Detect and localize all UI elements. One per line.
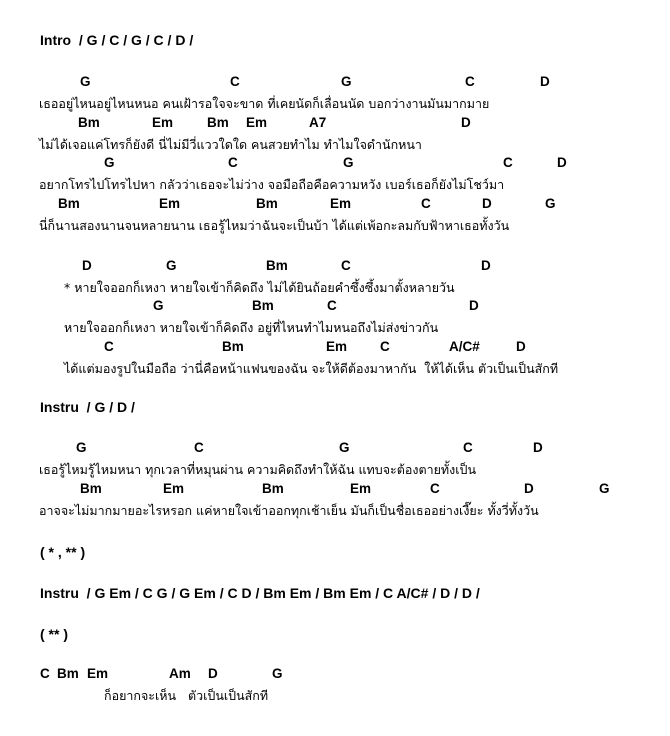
chord-row [0,115,670,133]
chord: D [469,298,479,313]
chord: D [208,666,218,681]
chord-row [0,298,670,316]
chord: C [463,440,473,455]
chord: D [82,258,92,273]
lyric-line: ได้แต่มองรูปในมือถือ ว่านี่คือหน้าแฟนของฉัน จะให้ดีต้องมาหากัน ให้ได้เห็น ตัวเป็นเป็นสักที [64,361,559,376]
chord: G [341,74,352,89]
chord: Am [169,666,191,681]
chord: D [481,258,491,273]
lyric-line: เธออยู่ไหนอยู่ไหนหนอ คนเฝ้ารอใจจะขาด ที่เคยนัดก็เลื่อนนัด บอกว่างานมันมากมาย [39,96,490,111]
chord: Em [152,115,174,130]
chord: C [104,339,114,354]
chord-row [0,196,670,214]
instru-line: Instru / G / D / [40,399,135,415]
chord: G [343,155,354,170]
chord: D [516,339,526,354]
chord: C [380,339,390,354]
chord: C [40,666,50,681]
repeat-marker: ( ** ) [40,626,68,642]
chord: D [533,440,543,455]
chord: Bm [266,258,288,273]
chord: G [599,481,610,496]
chord-row [0,339,670,357]
chord: Bm [78,115,100,130]
chord: G [545,196,556,211]
chord: C [228,155,238,170]
chord-row [0,481,670,499]
lyric-line: อาจจะไม่มากมายอะไรหรอก แค่หายใจเข้าออกทุกเช้าเย็น มันก็เป็นชื่อเธออย่างเงี๊ยะ ทั้งวี่ทั้งวัน [39,503,539,518]
chord: G [272,666,283,681]
chord: G [80,74,91,89]
chord-row [0,258,670,276]
chord: Em [159,196,181,211]
chord: D [461,115,471,130]
chord: Bm [222,339,244,354]
chord: Bm [58,196,80,211]
lyric-line: ไม่ได้เจอแค่โทรก็ยังดี นี่ไม่มีวี่แววใดใด คนสวยทำไม ทำไมใจดำนักหนา [39,137,422,152]
chord: D [482,196,492,211]
lyric-line: เธอรู้ไหมรู้ไหมหนา ทุกเวลาที่หมุนผ่าน ความคิดถึงทำให้ฉัน แทบจะต้องตายทั้งเป็น [39,462,477,477]
chord: C [194,440,204,455]
lyric-line: อยากโทรไปโทรไปหา กลัวว่าเธอจะไม่ว่าง จอมือถือคือความหวัง เบอร์เธอก็ยังไม่โชว์มา [39,177,505,192]
chord: Bm [252,298,274,313]
instru-line: Instru / G Em / C G / G Em / C D / Bm Em / Bm Em / C A/C# / D / D / [40,585,480,601]
chord: G [166,258,177,273]
chord: C [465,74,475,89]
chord-row [0,74,670,92]
chord: Bm [80,481,102,496]
chord: D [540,74,550,89]
chord: Em [350,481,372,496]
chord: C [327,298,337,313]
chord: G [76,440,87,455]
chord: C [341,258,351,273]
chord: G [153,298,164,313]
chord: Bm [262,481,284,496]
chord: Em [330,196,352,211]
repeat-marker: ( * , ** ) [40,544,86,560]
chord-row [0,440,670,458]
chord: C [230,74,240,89]
chord: Em [326,339,348,354]
chord: D [524,481,534,496]
chord: C [421,196,431,211]
chord: A7 [309,115,327,130]
chord: A/C# [449,339,480,354]
lyric-line: ก็อยากจะเห็น ตัวเป็นเป็นสักที [104,688,269,703]
lyric-line: นี่ก็นานสองนานจนหลายนาน เธอรู้ไหมว่าฉันจะเป็นบ้า ได้แต่เพ้อกะลมกับฟ้าหาเธอทั้งวัน [39,218,510,233]
chord: D [557,155,567,170]
chord-row [0,155,670,173]
chord: Bm [256,196,278,211]
chord: Em [87,666,109,681]
chord: Em [163,481,185,496]
chord: Bm [57,666,79,681]
chord: C [503,155,513,170]
intro-line: Intro / G / C / G / C / D / [40,32,194,48]
chord: C [430,481,440,496]
chord: G [104,155,115,170]
chord-row [0,666,670,684]
chord: Em [246,115,268,130]
chord: G [339,440,350,455]
lyric-line: * หายใจออกก็เหงา หายใจเข้าก็คิดถึง ไม่ได้ยินถ้อยคำซึ้งซึ้งมาตั้งหลายวัน [64,280,455,295]
lyric-line: หายใจออกก็เหงา หายใจเข้าก็คิดถึง อยู่ที่ไหนทำไมหนอถึงไม่ส่งข่าวกัน [64,320,439,335]
chord: Bm [207,115,229,130]
